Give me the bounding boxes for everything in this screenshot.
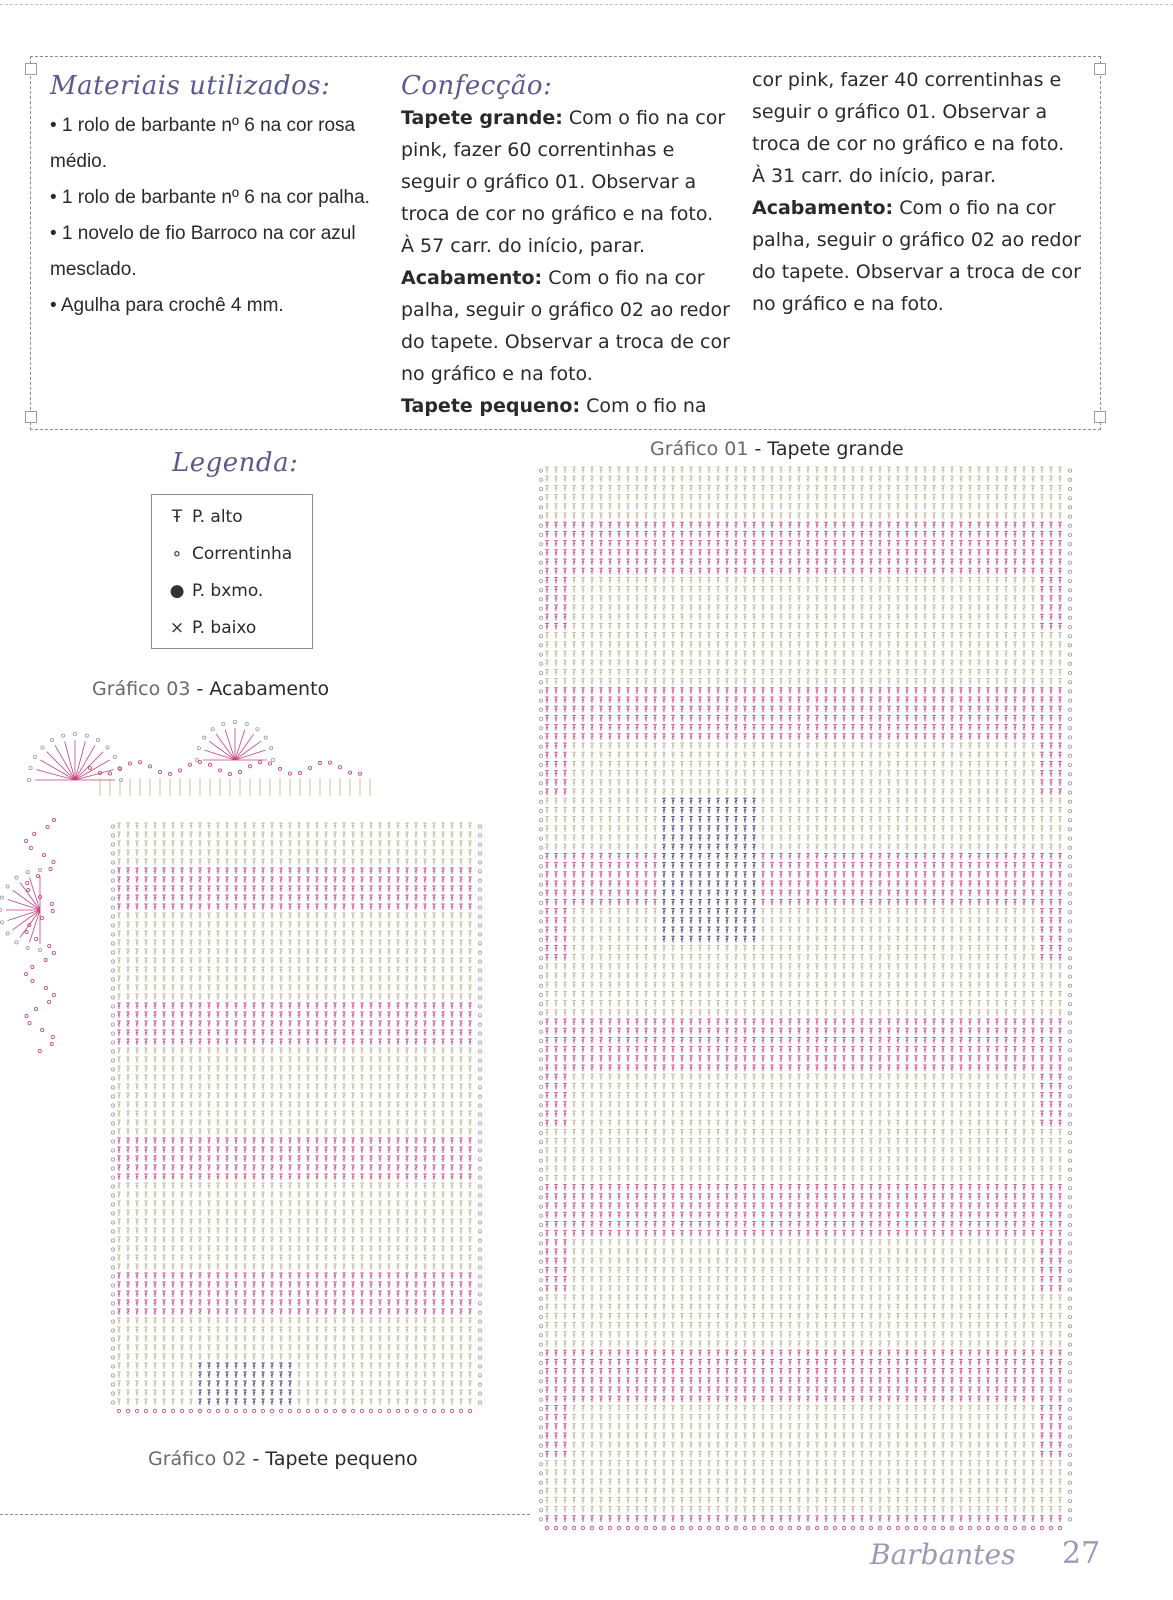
chart03-border-motif: [0, 700, 380, 1060]
corner-ornament: [1094, 63, 1106, 75]
slip-stitch-icon: ●: [162, 581, 192, 601]
finish2-label: Acabamento:: [752, 197, 893, 219]
chart01-stitch-grid: [538, 462, 1073, 1537]
chart03-number: Gráfico 03: [92, 678, 190, 700]
corner-ornament: [25, 411, 37, 423]
chart02-title: [148, 1448, 418, 1470]
chart03-separator: -: [190, 678, 209, 700]
legend-label: P. alto: [192, 507, 243, 527]
chart02-number: Gráfico 02: [148, 1448, 246, 1470]
continuation-column: [752, 64, 1082, 320]
material-item: • 1 rolo de barbante nº 6 na cor rosa médio.: [50, 108, 380, 180]
legend-row-chain: [162, 542, 292, 566]
small-rug-label: Tapete pequeno:: [401, 395, 580, 417]
page-number: 27: [1062, 1536, 1100, 1571]
material-item: • Agulha para crochê 4 mm.: [50, 288, 380, 324]
small-rug-continuation: cor pink, fazer 40 correntinhas e seguir o gráfico 01. Observar a troca de cor no gráfico e na foto. À 31 carr. do início, parar.: [752, 64, 1082, 192]
legend-row-tall-stitch: [162, 505, 243, 529]
legend-label: P. baixo: [192, 618, 256, 638]
confeccao-column: [401, 70, 731, 422]
big-rug-label: Tapete grande:: [401, 107, 563, 129]
chart01-title: [650, 438, 904, 460]
materials-title: Materiais utilizados:: [50, 70, 380, 102]
finish-text: Com o fio na cor palha, seguir o gráfico 02 ao redor do tapete. Observar a troca de cor no gráfico e na foto.: [401, 267, 730, 385]
legend-label: P. bxmo.: [192, 581, 263, 601]
legend-label: Correntinha: [192, 544, 292, 564]
confeccao-title: Confecção:: [401, 70, 731, 102]
legend-title: Legenda:: [172, 448, 298, 478]
legend-row-single-crochet: [162, 616, 256, 640]
chart03-title: [92, 678, 329, 700]
chart02-name: Tapete pequeno: [265, 1448, 417, 1470]
footer-brand: Barbantes: [870, 1538, 1016, 1571]
big-rug-paragraph: [401, 102, 731, 262]
big-rug-text: Com o fio na cor pink, fazer 60 correntinhas e seguir o gráfico 01. Observar a troca de cor no gráfico e na foto. À 57 carr. do início, parar.: [401, 107, 725, 257]
bottom-dashed-line: [0, 1514, 530, 1515]
chart01-separator: -: [748, 438, 767, 460]
finish-paragraph: [401, 262, 731, 390]
chain-icon: ∘: [162, 544, 192, 564]
chart01-number: Gráfico 01: [650, 438, 748, 460]
legend-row-slip-stitch: [162, 579, 263, 603]
finish2-text: Com o fio na cor palha, seguir o gráfico 02 ao redor do tapete. Observar a troca de cor no gráfico e na foto.: [752, 197, 1081, 315]
finish2-paragraph: [752, 192, 1082, 320]
corner-ornament: [1094, 411, 1106, 423]
chart01-name: Tapete grande: [767, 438, 903, 460]
materials-column: [50, 70, 380, 324]
small-rug-text-start: Com o fio na: [580, 395, 706, 417]
material-item: • 1 novelo de fio Barroco na cor azul mesclado.: [50, 216, 380, 288]
chart03-name: Acabamento: [209, 678, 329, 700]
small-rug-paragraph: [401, 390, 731, 422]
finish-label: Acabamento:: [401, 267, 542, 289]
corner-ornament: [25, 63, 37, 75]
single-crochet-icon: ×: [162, 618, 192, 638]
tall-stitch-icon: Ŧ: [162, 507, 192, 527]
top-dashed-line: [0, 4, 1173, 5]
material-item: • 1 rolo de barbante nº 6 na cor palha.: [50, 180, 380, 216]
legend-box: [151, 494, 313, 649]
chart02-separator: -: [246, 1448, 265, 1470]
